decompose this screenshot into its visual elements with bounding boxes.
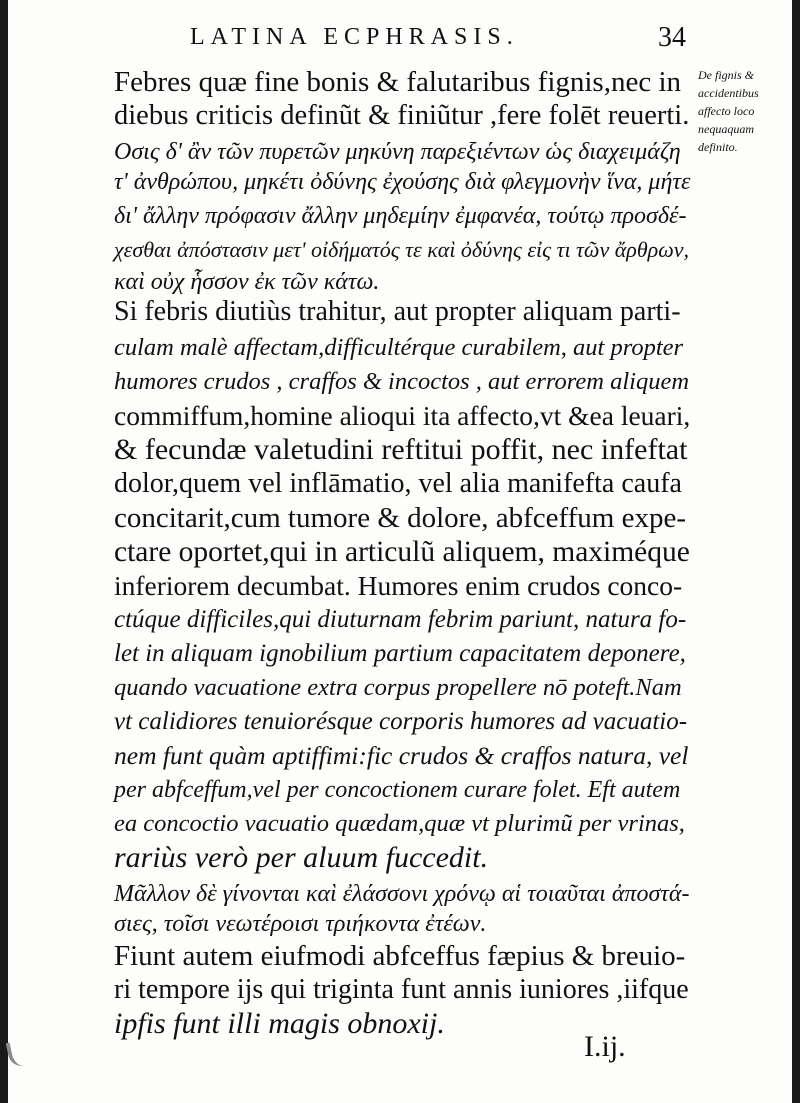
margin-note-line: definito. — [698, 140, 738, 154]
text-line: nem funt quàm aptiffimi:fic crudos & craffos natura, vel — [114, 741, 689, 770]
text-line: ipfis funt illi magis obnoxij. — [114, 1007, 445, 1040]
greek-line: Οσις δ' ἂν τῶν πυρετῶν μηκύνη παρεξιέντων ὡς διαχειμάζη — [114, 139, 681, 165]
running-head: LATINA ECPHRASIS. — [190, 24, 519, 50]
text-line: diebus criticis definũt & finiũtur ,fere folēt reuerti. — [114, 100, 690, 131]
text-line: ri tempore ijs qui triginta funt annis iuniores ,iifque — [114, 974, 689, 1005]
signature-mark: I.ij. — [584, 1030, 626, 1063]
text-line: rariùs verò per aluum fuccedit. — [114, 841, 489, 874]
text-line: per abfceffum,vel per concoctionem curare folet. Eft autem — [114, 777, 681, 803]
text-line: let in aliquam ignobilium partium capacitatem deponere, — [114, 640, 686, 667]
scan-edge-left — [0, 0, 8, 1103]
text-line: ctare oportet,qui in articulũ aliquem, maximéque — [114, 536, 690, 568]
margin-note-line: accidentibus — [698, 86, 759, 100]
text-line: vt calidiores tenuiorésque corporis humores ad vacuatio- — [114, 708, 688, 735]
margin-note-line: affecto loco — [698, 104, 755, 118]
greek-line: καὶ οὐχ ἧσσον ἐκ τῶν κάτω. — [114, 269, 380, 295]
greek-line: χεσθαι ἀπόστασιν μετ' οἰδήματός τε καὶ ὀδύνης εἰς τι τῶν ἄρθρων, — [114, 237, 689, 262]
text-line: ea concoctio vacuatio quædam,quæ vt plurimũ per vrinas, — [114, 810, 685, 837]
margin-note-line: nequaquam — [698, 122, 754, 136]
margin-note — [698, 66, 788, 156]
greek-line: σιες, τοῖσι νεωτέροισι τριήκοντα ἐτέων. — [114, 911, 487, 937]
margin-note-line: De fignis & — [698, 68, 754, 82]
greek-line: δι' ἄλλην πρόφασιν ἄλλην μηδεμίην ἐμφανέα, τούτῳ προσδέ- — [114, 203, 687, 229]
greek-line: τ' ἀνθρώπου, μηκέτι ὀδύνης ἐχούσης διὰ φλεγμονὴν ἵνα, μήτε — [114, 169, 691, 195]
text-line: ctúque difficiles,qui diuturnam febrim pariunt, natura fo- — [114, 606, 687, 633]
text-line: dolor,quem vel inflāmatio, vel alia manifefta caufa — [114, 468, 682, 499]
greek-line: Μᾶλλον δὲ γίνονται καὶ ἐλάσσονι χρόνῳ αἱ τοιαῦται ἀποστά- — [114, 881, 690, 907]
text-line: culam malè affectam,difficultérque curabilem, aut propter — [114, 334, 684, 361]
scan-edge-right — [792, 0, 800, 1103]
text-line: Si febris diutiùs trahitur, aut propter aliquam parti- — [114, 296, 681, 327]
text-line: concitarit,cum tumore & dolore, abfceffum expe- — [114, 502, 686, 534]
text-line: commiffum,homine alioqui ita affecto,vt &ea leuari, — [114, 400, 691, 431]
scan-smudge — [6, 1037, 39, 1068]
text-line: inferiorem decumbat. Humores enim crudos conco- — [114, 570, 683, 601]
text-line: quando vacuatione extra corpus propellere nō poteft.Nam — [114, 674, 682, 701]
text-line: Febres quæ fine bonis & falutaribus fignis,nec in — [114, 66, 682, 98]
text-line: humores crudos , craffos & incoctos , aut errorem aliquem — [114, 368, 690, 395]
text-line: Fiunt autem eiufmodi abfceffus fæpius & breuio- — [114, 940, 686, 972]
text-line: & fecundæ valetudini reftitui poffit, nec infeftat — [114, 433, 688, 466]
page-number: 34 — [658, 22, 686, 53]
